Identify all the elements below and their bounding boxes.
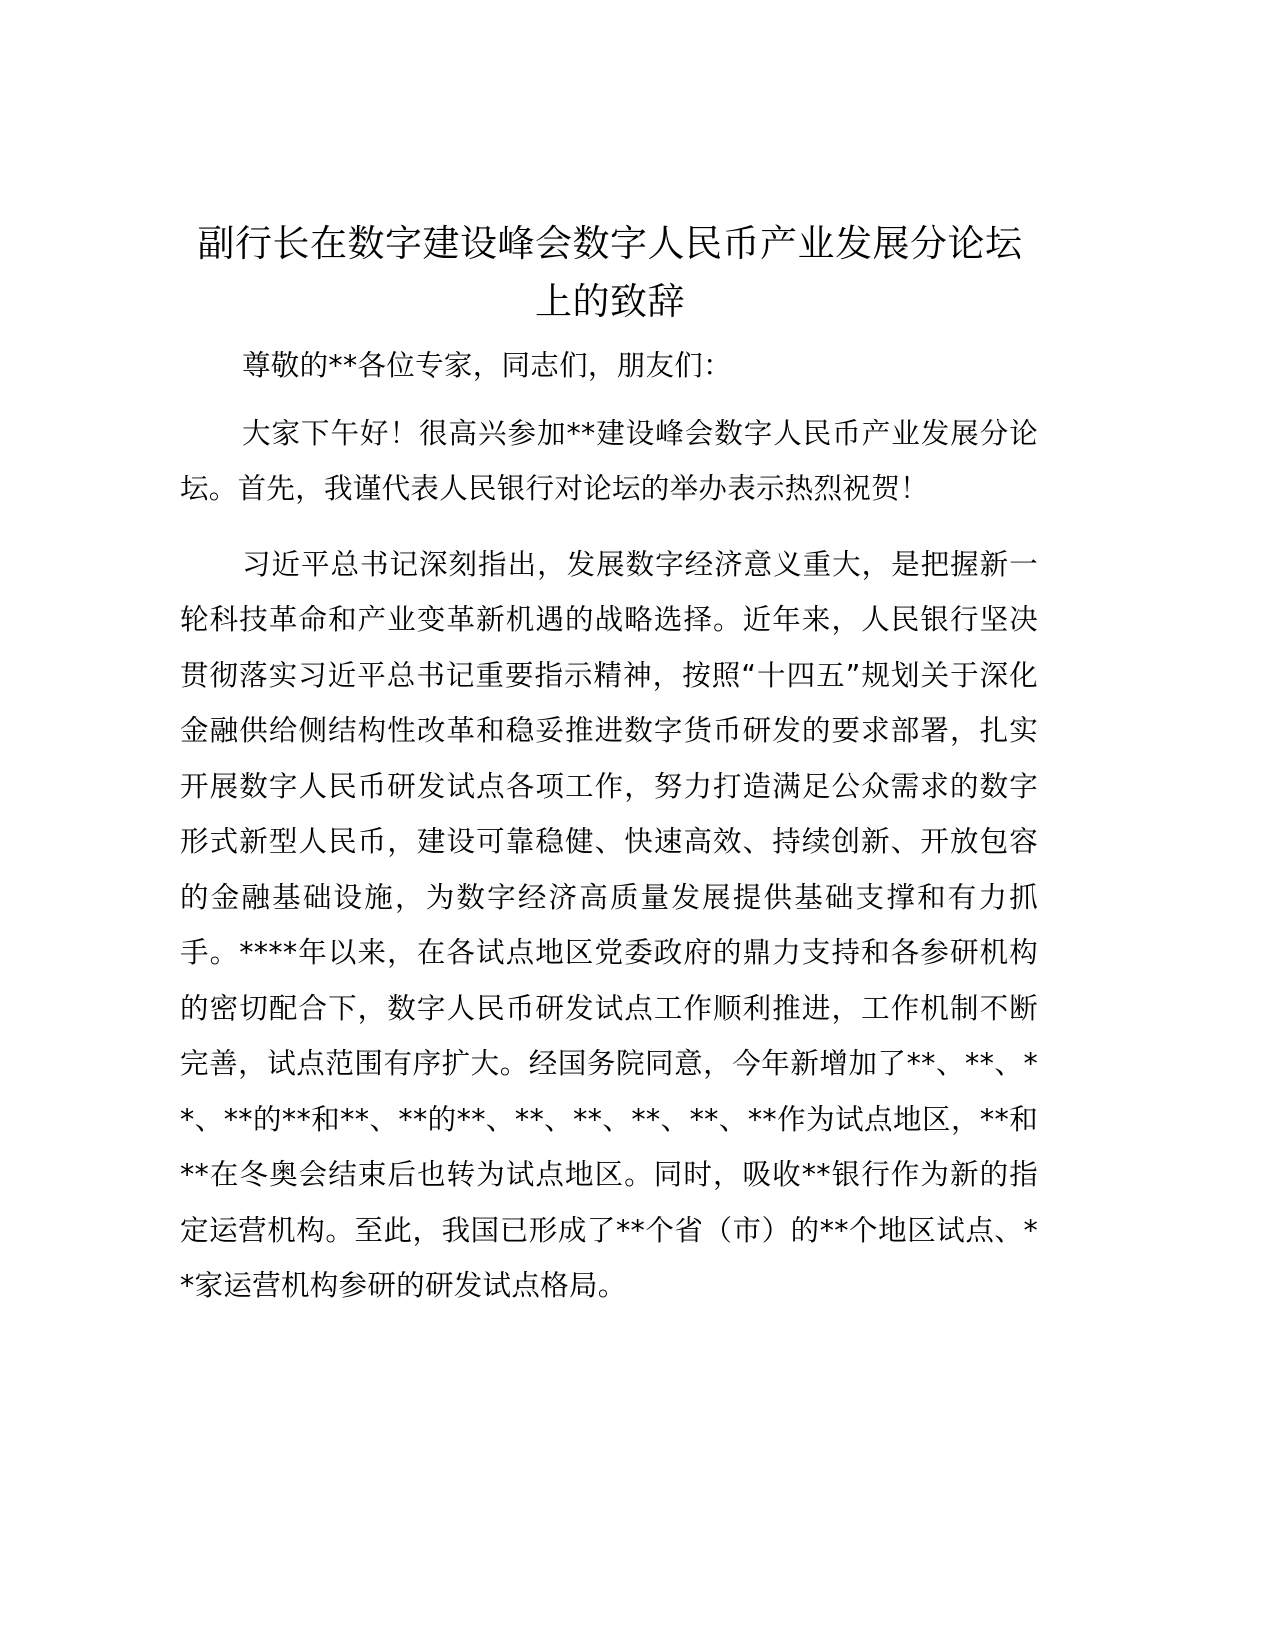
opening-paragraph: 大家下午好！很高兴参加**建设峰会数字人民币产业发展分论坛。首先，我谨代表人民银行对论坛的举办表示热烈祝贺！ [180,416,1038,505]
main-paragraph: 习近平总书记深刻指出，发展数字经济意义重大，是把握新一轮科技革命和产业变革新机遇的战略选择。近年来，人民银行坚决贯彻落实习近平总书记重要指示精神，按照“十四五”规划关于深化金融供给侧结构性改革和稳妥推进数字货币研发的要求部署，扎实开展数字人民币研发试点各项工作，努力打造满足公众需求的数字形式新型人民币，建设可靠稳健、快速高效、持续创新、开放包容的金融基础设施，为数字经济高质量发展提供基础支撑和有力抓手。****年以来，在各试点地区党委政府的鼎力支持和各参研机构的密切配合下，数字人民币研发试点工作顺利推进，工作机制不断完善，试点范围有序扩大。经国务院同意，今年新增加了**、**、**、**的**和**、**的**、**、**、**、**、**作为试点地区，**和**在冬奥会结束后也转为试点地区。同时，吸收**银行作为新的指定运营机构。至此，我国已形成了**个省（市）的**个地区试点、**家运营机构参研的研发试点格局。 [180,547,1038,1302]
greeting-paragraph: 尊敬的**各位专家，同志们，朋友们： [242,349,732,382]
document-title: 副行长在数字建设峰会数字人民币产业发展分论坛上的致辞 [197,222,1023,323]
document-body [180,338,1038,1324]
